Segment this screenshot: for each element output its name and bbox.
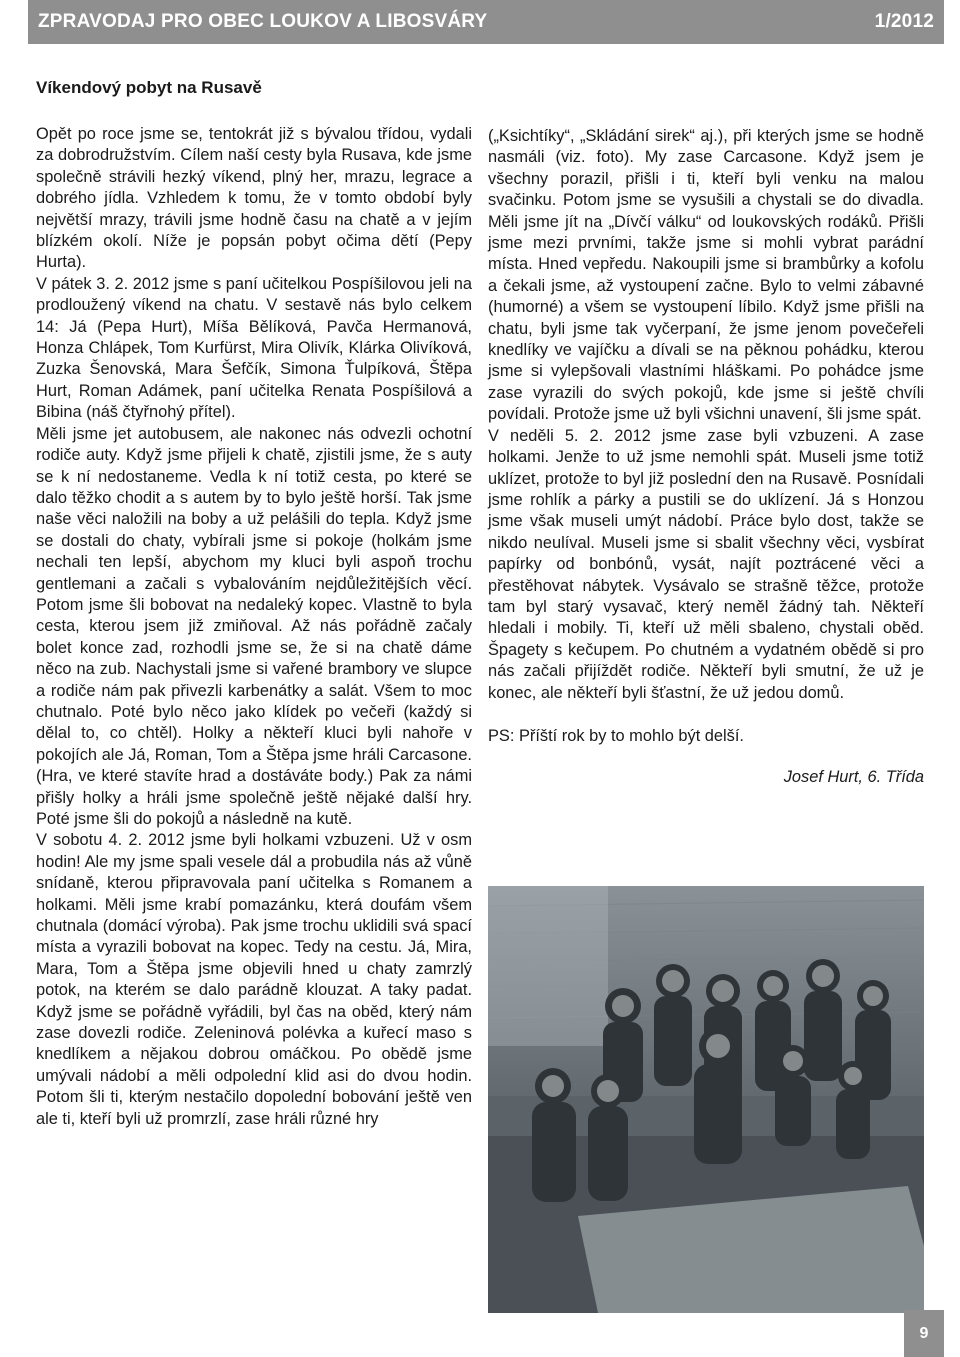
right-column (488, 126, 924, 789)
article-paragraph: Opět po roce jsme se, tentokrát již s bývalou třídou, vydali za dobrodružstvím. Cílem naší cesty byla Rusava, kde jsme společně strávili hezký víkend, plný her, mrazu, legrace a dobrého jídla. Vzhledem k tomu, že v tomto období byly největší mrazy, trávili jsme hodně času na chatě a v jejím blízkém okolí. Níže je popsán pobyt očima dětí (Pepy Hurta). (36, 125, 472, 272)
article-paragraph: V neděli 5. 2. 2012 jsme zase byli vzbuzeni. A zase holkami. Jenže to už jsme nemohli spát. Museli jsme totiž uklízet, protože to byl již poslední den na Rusavě. Posnídali jsme rohlík a párky a pustili se do uklízení. Já s Honzou jsme však museli umýt nádobí. Práce bylo dost, takže se nikdo neulíval. Museli jsme si sbalit všechny věci, vysbírat papírky od bonbónů, vysát, najít poztrácené věci a přestěhovat nábytek. Vysávalo se strašně těžce, protože tam byl starý vysavač, který neměl žádný tah. Někteří hledali i mobily. Ti, kteří už měli sbaleno, chystali oběd. Špagety s kečupem. Po chutném a vydatném obědě si pro nás začali přijíždět rodiče. Někteří byli smutní, že už je konec, ale někteří byli šťastní, že už jedou domů. (488, 426, 924, 702)
article-paragraph: Měli jsme jet autobusem, ale nakonec nás odvezli ochotní rodiče auty. Když jsme přijeli k chatě, zjistili jsme, že s auty se k ní nedostaneme. Vedla k ní totiž cesta, po které se dalo těžko chodit a s autem by to bylo ještě horší. Tak jsme naše věci naložili na boby a už pelášili do tepla. Když jsme se dostali do chaty, vybírali jsme si pokoje (holkám jsme nechali ten lepší, abychom my kluci byli aspoň trochu gentlemani a začali s vybalováním nejdůležitějších věcí. Potom jsme šli bobovat na nedaleký kopec. Vlastně to byla cesta, kterou jsem již zmiňoval. Až nás pořádně začaly bolet konce zad, rozhodli jsme se, že si na chatě dáme něco na zub. Nachystali jsme si vařené brambory ve slupce a rodiče nám pak přivezli karbenátky a salát. Všem to moc chutnalo. Poté bylo něco jako klídek po večeři (každý si dělal to, co chtěl). Holky a někteří kluci byli nahoře v pokojích ale Já, Roman, Tom a Štěpa jsme hráli Carcasone. (Hra, ve které stavíte hrad a dostáváte body.) Pak za námi přišly holky a hráli jsme společně ještě nějaké další hry. Poté jsme šli do pokojů a následně na kutě. (36, 424, 472, 828)
group-photo-image (488, 886, 924, 1313)
article-paragraph: V sobotu 4. 2. 2012 jsme byli holkami vzbuzeni. Už v osm hodin! Ale my jsme spali vesele dál a probudila nás až vůně snídaně, kterou připravovala paní učitelka s Romanem a holkami. Měli jsme krabí pomazánku, která doufám všem chutnala (domácí výroba). Pak jsme trochu uklidili svá spací místa a vyrazili bobovat na kopec. Tedy na cestu. Já, Mira, Mara, Tom a Štěpa jsme objevili hned u chaty zamrzlý potok, na kterém se dalo parádně klouzat. A taky padat. Když jsme se pořádně vyřádili, byl čas na oběd, který nám zase dovezli rodiče. Zeleninová polévka a kuřecí maso s knedlíkem a nějakou dobrou omáčkou. Po obědě jsme umývali nádobí a měli odpolední klid asi do dvou hodin. Potom šli ti, kterým nestačilo dopolední bobování ještě ven ale ti, kteří byli už promrzlí, zase hráli různé hry (36, 831, 472, 1128)
page-number: 9 (904, 1310, 944, 1357)
newsletter-title: ZPRAVODAJ PRO OBEC LOUKOV A LIBOSVÁRY (38, 11, 488, 32)
page-header (28, 0, 944, 44)
article-title: Víkendový pobyt na Rusavě (36, 78, 262, 97)
issue-number: 1/2012 (874, 11, 934, 32)
group-photo (488, 886, 924, 1313)
article-paragraph: („Ksichtíky“, „Skládání sirek“ aj.), při kterých jsme se hodně nasmáli (viz. foto). My zase Carcasone. Když jsem je všechny porazil, přišli i ti, kteří byli venku na malou svačinku. Potom jsme se vysušili a chystali se do divadla. Měli jsme jít na „Dívčí válku“ od loukovských rodáků. Přišli jsme mezi prvními, takže jsme si mohli vybrat parádní místa. Hned vepředu. Nakoupili jsme si brambůrky a kofolu a čekali jsme, až vystoupení začne. Bylo to velmi zábavné (humorné) a všem se vystoupení líbilo. Když jsme přišli na chatu, byli jsme tak vyčerpaní, že jsme jenom povečeřeli knedlíky ve vajíčku a dívali se na pěknou pohádku, kterou jsme si vylepšovali vlastními hláškami. Po pohádce jsme zase vyrazili do svých pokojů, kde jsme si ještě chvíli povídali. Protože jsme už byli všichni unavení, šli jsme spát. (488, 127, 924, 424)
article-paragraph: V pátek 3. 2. 2012 jsme s paní učitelkou Pospíšilovou jeli na prodloužený víkend na chatu. V sestavě nás bylo celkem 14: Já (Pepa Hurt), Míša Bělíková, Pavča Hermanová, Honza Chlápek, Tom Kurfürst, Mira Olivík, Klárka Olivíková, Zuzka Šenovská, Mara Šefčík, Simona Ťulpíková, Štěpa Hurt, Roman Adámek, paní učitelka Renata Pospíšilová a Bibina (náš čtyřnohý přítel). (36, 274, 472, 422)
left-column (36, 124, 472, 1130)
postscript: PS: Příští rok by to mohlo být delší. (488, 726, 744, 745)
author-signature: Josef Hurt, 6. Třída (783, 768, 924, 787)
